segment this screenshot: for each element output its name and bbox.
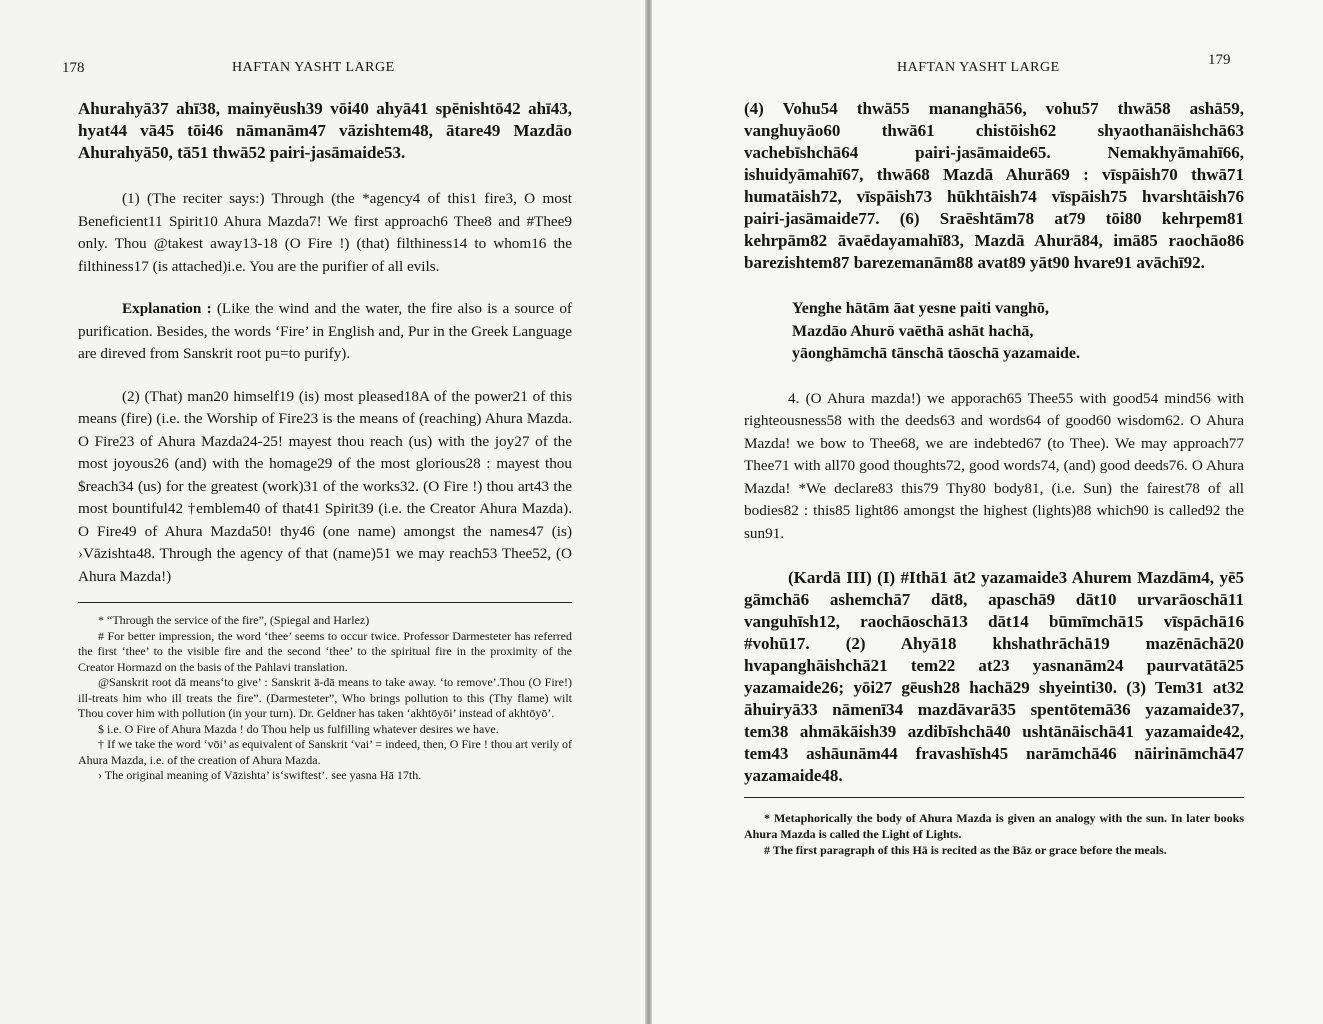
explanation-label: Explanation : xyxy=(122,300,212,317)
right-page xyxy=(652,0,1323,1024)
running-head-left: HAFTAN YASHT LARGE xyxy=(232,60,395,75)
book-gutter xyxy=(645,0,652,1024)
prayer-verse xyxy=(744,298,1244,366)
footnote-divider xyxy=(744,797,1244,798)
right-page-content xyxy=(744,98,1244,858)
footnotes-right xyxy=(744,810,1244,858)
verse-line: Mazdāo Ahurō vaēthā ashāt hachā, xyxy=(792,322,1034,340)
left-page xyxy=(0,0,645,1024)
page-number-right: 179 xyxy=(1208,52,1231,68)
footnote: † If we take the word ‘vōi’ as equivalent of Sanskrit ‘vai’ = indeed, then, O Fire ! thou art verily of Ahura Mazda, i.e. of the creation of Ahura Mazda. xyxy=(78,737,572,767)
running-head-right: HAFTAN YASHT LARGE xyxy=(897,60,1060,75)
avesta-verse-1: Ahurahyā37 ahī38, mainyēush39 vōi40 ahyā41 spēnishtō42 ahī43, hyat44 vā45 tōi46 nāmanām47 vāzishtem48, ātare49 Mazdāo Ahurahyā50, tā51 thwā52 pairi-jasāmaide53. xyxy=(78,99,572,162)
avesta-karda-3: (Kardā III) (I) #Ithā1 āt2 yazamaide3 Ahurem Mazdām4, yē5 gāmchā6 ashemchā7 dāt8, apaschā9 dāt10 urvarāoschā11 vanguhīsh12, raochāoschā13 dāt14 būmīmchā15 vīspāchā16 #vohū17. (2) Ahyā18 khshathrāchā19 mazēnāchā20 hvapanghāishchā21 tem22 at23 yasnanām24 paurvatātā25 yazamaide26; yōi27 gēush28 hachā29 shyeinti30. (3) Tem31 at32 āhuiryā33 nāmenī34 mazdāvarā35 spentōtemā36 yazamaide37, tem38 ahmākāish39 azdibīshchā40 ushtānāischā41 yazamaide42, tem43 ashāunām44 fravashīsh45 narāmchā46 nāirināmchā47 yazamaide48. xyxy=(744,568,1244,785)
footnote: * “Through the service of the fire”, (Spiegal and Harlez) xyxy=(98,613,370,627)
translation-paragraph-4: 4. (O Ahura mazda!) we apporach65 Thee55 with good54 mind56 with righteousness58 with the deeds63 and words64 of good60 wisdom62. O Ahura Mazda! we bow to Thee68, we are indebted67 (to Thee). We may approach77 Thee71 with all70 good thoughts72, good words74, (and) good deeds76. O Ahura Mazda! *We declare83 this79 Thy80 body81, (i.e. Sun) the fairest78 of all bodies82 : this85 light86 amongst the highest (lights)88 which90 is called92 the sun91. xyxy=(744,389,1244,542)
verse-line: Yenghe hātām āat yesne paiti vanghō, xyxy=(792,300,1049,317)
footnotes-left xyxy=(78,613,572,784)
footnote: $ i.e. O Fire of Ahura Mazda ! do Thou help us fulfilling whatever desires we have. xyxy=(98,721,499,736)
footnote: › The original meaning of Vāzishta’ is‘swiftest’. see yasna Hā 17th. xyxy=(98,768,422,782)
footnote: # For better impression, the word ‘thee’ seems to occur twice. Professor Darmesteter has referred the first ‘thee’ to the visible fire and the second ‘thee’ to the spiritual fire in the proximity of the Creator Hormazd on the basis of the Pahlavi translation. xyxy=(78,628,572,674)
page-number-left: 178 xyxy=(62,60,85,76)
explanation-paragraph xyxy=(78,298,572,366)
translation-paragraph-2: (2) (That) man20 himself19 (is) most pleased18A of the power21 of this means (fire) (i.e. the Worship of Fire23 is the means of (reaching) Ahura Mazda. O Fire23 of Ahura Mazda24-25! mayest thou reach (us) with the joy27 of the most joyous26 (and) with the homage29 of the most glorious28 : mayest thou $reach34 (us) for the greatest (work)31 of the works32. (O Fire !) thou art43 the most bountiful42 †emblem40 of that41 Spirit39 (i.e. the Creator Ahura Mazda). O Fire49 of Ahura Mazda50! thy46 (one name) amongst the names47 (is) ›Vāzishta48. Through the agency of that (name)51 we may reach53 Thee52, (O Ahura Mazda!) xyxy=(78,387,572,585)
left-page-content xyxy=(78,98,572,784)
verse-line: yāonghāmchā tānschā tāoschā yazamaide. xyxy=(792,345,1081,362)
footnote-divider xyxy=(78,602,572,603)
footnote: @Sanskrit root dā means‘to give’ : Sanskrit ā-dā means to take away. ‘to remove’.Thou (O Fire!) ill-treats him who ill treats the fire”. (Darmesteter”, Who brings pollution to this (Thy flame) wilt Thou cover him with pollution (in your turn). Dr. Geldner has taken ‘akhtōyōi’ instead of akhtōyō’. xyxy=(78,675,572,720)
footnote: * Metaphorically the body of Ahura Mazda is given an analogy with the sun. In later books Ahura Mazda is called the Light of Lights. xyxy=(744,811,1244,841)
avesta-verse-4: (4) Vohu54 thwā55 mananghā56, vohu57 thwā58 ashā59, vanghuyāo60 thwā61 chistōish62 shyaothanāishchā63 vachebīshchā64 pairi-jasāmaide65. Nemakhyāmahī66, ishuidyāmahī67, thwā68 Mazdā Ahurā69 : vīspāish70 thwā71 humatāish72, vīspāish73 hūkhtāish74 vīspāish75 hvarshtāish76 pairi-jasāmaide77. (6) Sraēshtām78 at79 tōi80 kehrpem81 kehrpām82 āvaēdayamahī83, Mazdā Ahurā84, imā85 raochāo86 barezishtem87 barezemanām88 avat89 yāt90 hvare91 avāchī92. xyxy=(744,99,1244,272)
footnote: # The first paragraph of this Hā is recited as the Bāz or grace before the meals. xyxy=(764,843,1167,857)
translation-paragraph-1: (1) (The reciter says:) Through (the *agency4 of this1 fire3, O most Beneficient11 Spirit10 Ahura Mazda7! We first approach6 Thee8 and #Thee9 only. Thou @takest away13-18 (O Fire !) (that) filthiness14 to whom16 the filthiness17 (is attached)i.e. You are the purifier of all evils. xyxy=(78,190,572,275)
explanation-text: (Like the wind and the water, the fire also is a source of purification. Besides, the words ‘Fire’ in English and, Pur in the Greek Language are direved from Sanskrit root pu=to purify). xyxy=(78,300,572,362)
